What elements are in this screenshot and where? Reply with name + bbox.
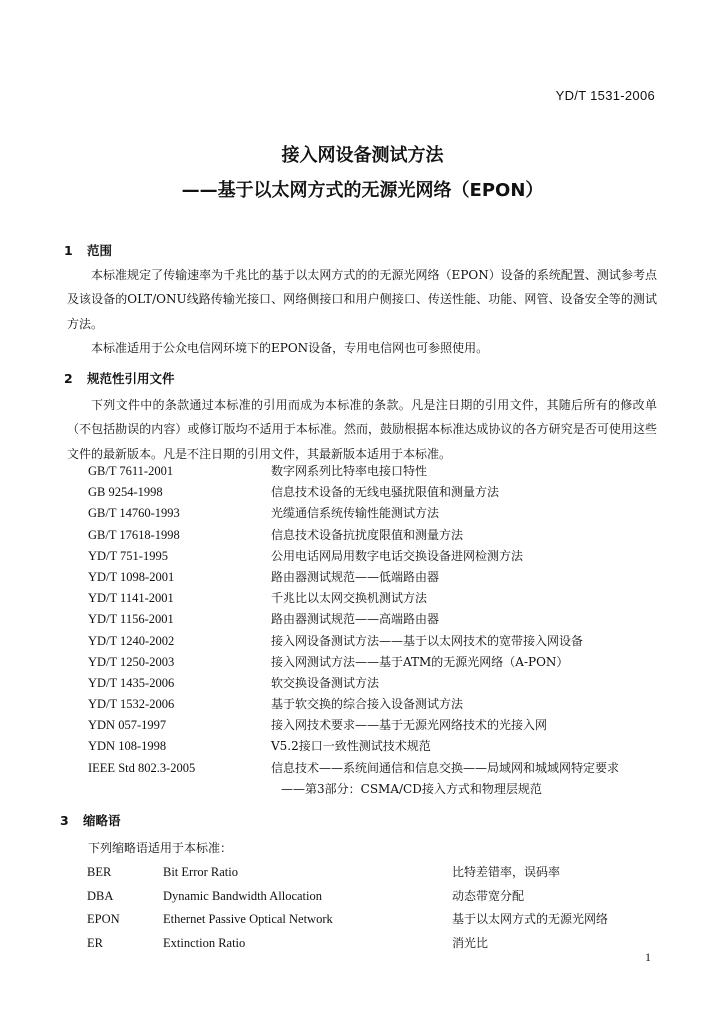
reference-code: YD/T 1250-2003 (88, 654, 175, 669)
reference-name: 信息技术——系统间通信和信息交换——局域网和城域网特定要求 (271, 760, 620, 775)
reference-code: YD/T 1532-2006 (88, 697, 175, 712)
reference-name-continuation: ——第3部分：CSMA/CD接入方式和物理层规范 (281, 781, 542, 796)
paragraph: 本标准适用于公众电信网环境下的EPON设备，专用电信网也可参照使用。 (91, 340, 489, 355)
reference-name: 公用电话网局用数字电话交换设备进网检测方法 (271, 548, 524, 563)
chinese-term: 消光比 (452, 935, 489, 950)
reference-name: 接入网设备测试方法——基于以太网技术的宽带接入网设备 (271, 633, 584, 648)
reference-name: 光缆通信系统传输性能测试方法 (271, 506, 440, 521)
document-title: 接入网设备测试方法 (281, 145, 444, 166)
reference-code: IEEE Std 802.3-2005 (88, 760, 196, 775)
reference-code: YD/T 1240-2002 (88, 633, 175, 648)
section-2-heading (64, 369, 175, 387)
reference-name: 软交换设备测试方法 (271, 675, 380, 690)
reference-code: YD/T 1141-2001 (88, 591, 174, 606)
standard-number: YD/T 1531-2006 (555, 88, 655, 103)
section-2-intro (67, 393, 657, 466)
reference-code: YD/T 1098-2001 (88, 569, 175, 584)
section-number: 2 (64, 371, 73, 386)
abbreviation: BER (87, 865, 112, 879)
abbreviation: DBA (87, 888, 114, 903)
reference-code: YD/T 751-1995 (88, 548, 168, 563)
reference-name: 路由器测试规范——低端路由器 (271, 569, 440, 584)
chinese-term: 动态带宽分配 (452, 888, 525, 903)
chinese-term: 基于以太网方式的无源光网络 (452, 912, 609, 926)
reference-name: 信息技术设备的无线电骚扰限值和测量方法 (271, 485, 500, 500)
section-3-heading (60, 811, 121, 829)
reference-name: 接入网技术要求——基于无源光网络技术的光接入网 (271, 718, 548, 733)
reference-code: GB/T 17618-1998 (88, 527, 180, 542)
document-subtitle: ——基于以太网方式的无源光网络（EPON） (181, 180, 544, 201)
section-title: 缩略语 (83, 813, 121, 828)
reference-code: YDN 057-1997 (88, 718, 167, 733)
paragraph: 本标准规定了传输速率为千兆比的基于以太网方式的的无源光网络（EPON）设备的系统配置、测试参考点及该设备的OLT/ONU线路传输光接口、网络侧接口和用户侧接口、传送性能、功能、网管、设备安全等的测试方法。 (67, 268, 657, 331)
section-1-body (67, 263, 657, 360)
english-term: Dynamic Bandwidth Allocation (163, 888, 323, 903)
section-number: 1 (64, 243, 73, 258)
abbreviation: ER (87, 935, 103, 950)
reference-name: V5.2接口一致性测试技术规范 (271, 739, 431, 754)
reference-code: GB 9254-1998 (88, 485, 163, 500)
reference-code: GB/T 7611-2001 (88, 464, 174, 478)
section-title: 范围 (87, 243, 113, 258)
reference-code: GB/T 14760-1993 (88, 506, 180, 521)
reference-code: YD/T 1435-2006 (88, 675, 175, 690)
reference-name: 千兆比以太网交换机测试方法 (271, 591, 428, 606)
reference-name: 信息技术设备抗扰度限值和测量方法 (271, 527, 464, 542)
reference-name: 路由器测试规范——高端路由器 (271, 612, 440, 627)
section-number: 3 (60, 813, 69, 828)
paragraph: 下列文件中的条款通过本标准的引用而成为本标准的条款。凡是注日期的引用文件，其随后所有的修改单（不包括勘误的内容）或修订版均不适用于本标准。然而，鼓励根据本标准达成协议的各方研究是否可使用这些文件的最新版本。凡是不注日期的引用文件，其最新版本适用于本标准。 (67, 398, 657, 461)
abbreviation: EPON (87, 912, 120, 926)
english-term: Ethernet Passive Optical Network (163, 912, 333, 926)
section-1-heading (64, 241, 112, 259)
reference-name: 接入网测试方法——基于ATM的无源光网络（A-PON） (271, 654, 569, 669)
chinese-term: 比特差错率，误码率 (452, 865, 561, 879)
reference-name: 数字网系列比特率电接口特性 (271, 464, 428, 478)
reference-name: 基于软交换的综合接入设备测试方法 (271, 697, 464, 712)
reference-code: YD/T 1156-2001 (88, 612, 174, 627)
section-title: 规范性引用文件 (87, 371, 175, 386)
page-number: 1 (645, 950, 651, 964)
reference-code: YDN 108-1998 (88, 739, 167, 754)
english-term: Bit Error Ratio (163, 865, 238, 879)
english-term: Extinction Ratio (163, 935, 246, 950)
section-3-intro: 下列缩略语适用于本标准： (88, 841, 233, 855)
